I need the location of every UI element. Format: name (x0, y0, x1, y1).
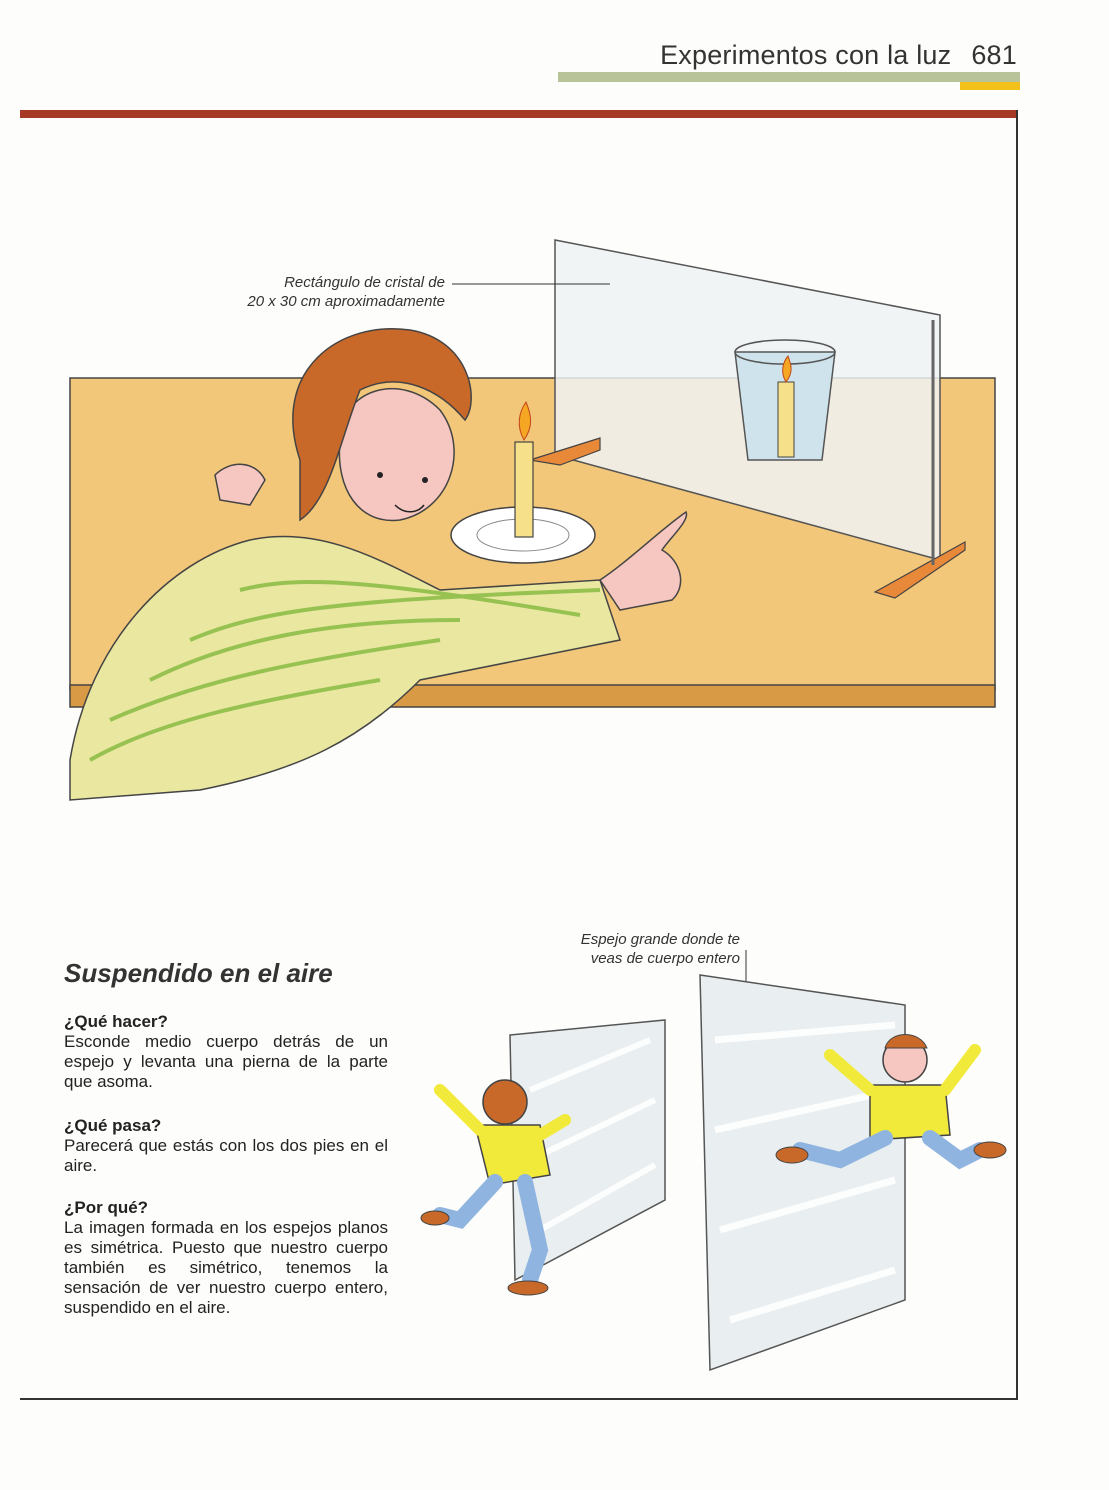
qa-why (64, 1198, 388, 1318)
page-number: 681 (971, 40, 1017, 70)
glass-callout-line1: Rectángulo de cristal de (284, 274, 445, 291)
qa-text: Parecerá que estás con los dos pies en el aire. (64, 1136, 388, 1175)
qa-heading: ¿Qué hacer? (64, 1012, 168, 1031)
qa-text: La imagen formada en los espejos planos es simétrica. Puesto que nuestro cuerpo también es simétrico, tenemos la sensación de ver nuestro cuerpo entero, suspendido en el aire. (64, 1218, 388, 1317)
mirror-callout-line1: Espejo grande donde te (580, 931, 740, 948)
reflected-candle (778, 382, 794, 457)
header-tab (960, 82, 1020, 90)
running-header (660, 40, 1017, 71)
glass-callout-line2: 20 x 30 cm aproximadamente (247, 293, 445, 310)
boy-head (483, 1080, 527, 1124)
qa-heading: ¿Qué pasa? (64, 1116, 162, 1135)
mirror-callout-line2: veas de cuerpo entero (590, 950, 740, 967)
qa-what-happens (64, 1116, 388, 1176)
section-title: Suspendido en el aire (64, 958, 333, 988)
qa-heading: ¿Por qué? (64, 1198, 149, 1217)
qa-text: Esconde medio cuerpo detrás de un espejo y levanta una pierna de la parte que asoma. (64, 1032, 388, 1091)
qa-what-to-do (64, 1012, 388, 1092)
frame-bottom-rule (20, 1398, 1018, 1400)
candle (515, 442, 533, 537)
frame-top-rule (20, 110, 1018, 118)
header-rule (558, 72, 1020, 82)
glass-callout (180, 273, 445, 311)
mirror-illustration (400, 950, 1020, 1390)
glass-callout-leader (452, 280, 612, 290)
chapter-title: Experimentos con la luz (660, 40, 952, 70)
candle-glass-illustration (0, 120, 1020, 820)
